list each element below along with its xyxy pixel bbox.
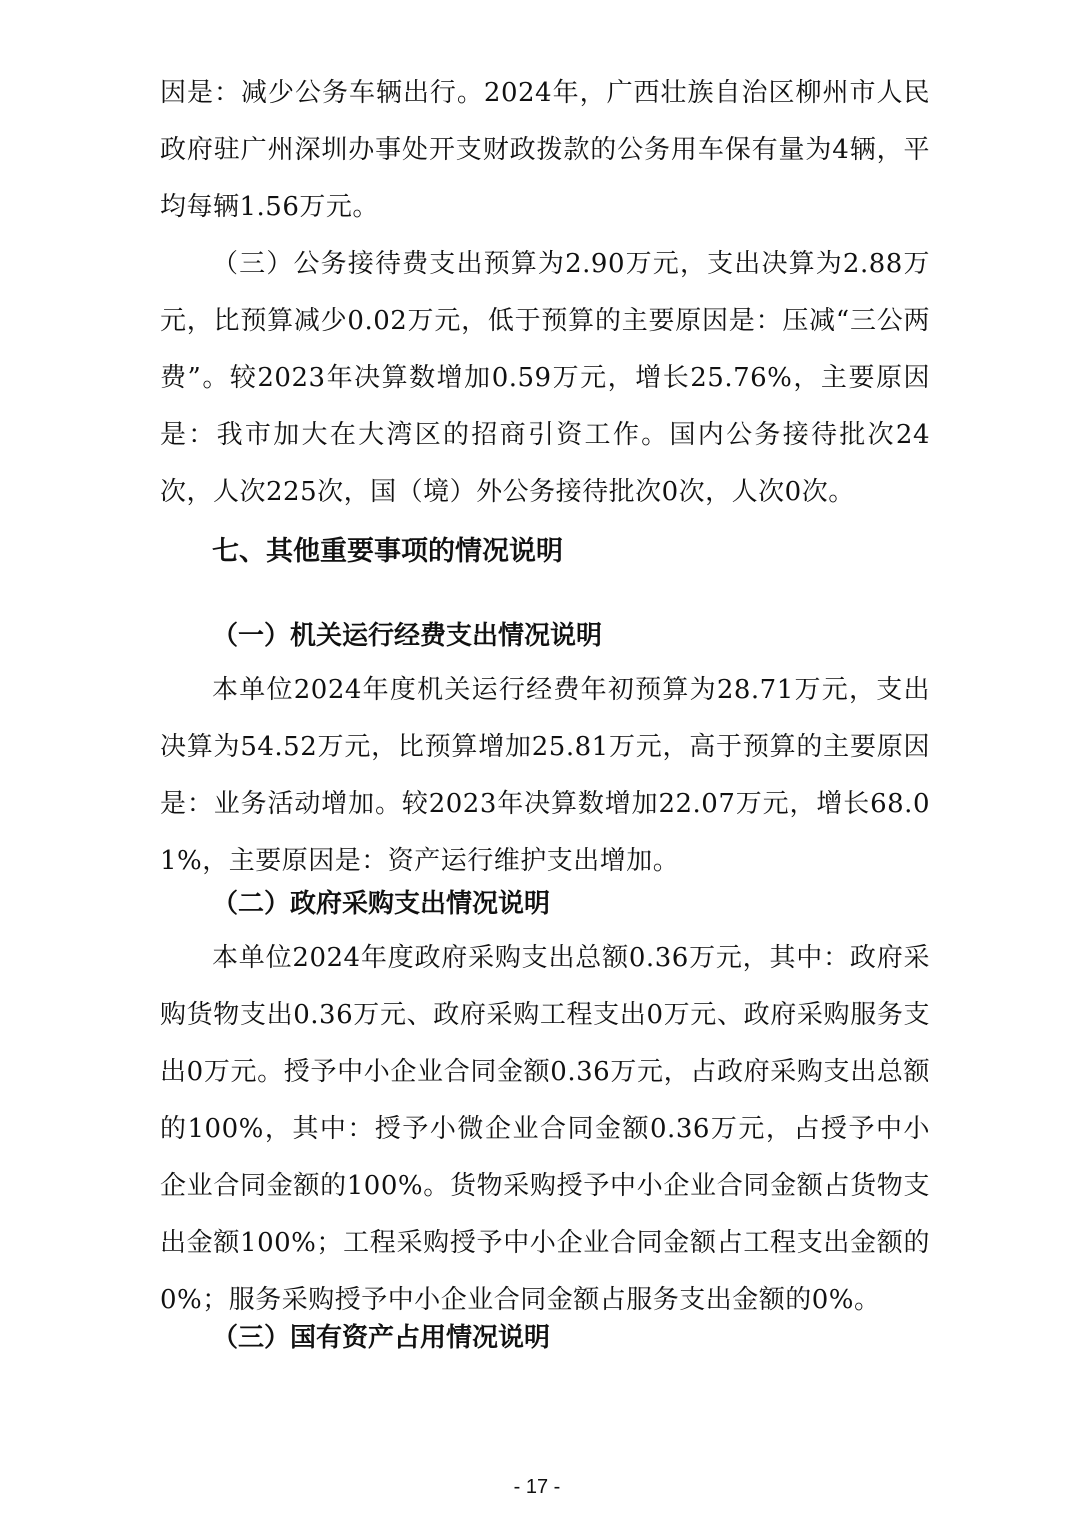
paragraph-operating-expenses: 本单位2024年度机关运行经费年初预算为28.71万元，支出决算为54.52万元，比预算增加25.81万元，高于预算的主要原因是：业务活动增加。较2023年决算数增加22.07万元，增长68.01%，主要原因是：资产运行维护支出增加。	[160, 675, 930, 876]
paragraph-procurement: 本单位2024年度政府采购支出总额0.36万元，其中：政府采购货物支出0.36万元、政府采购工程支出0万元、政府采购服务支出0万元。授予中小企业合同金额0.36万元，占政府采购支出总额的100%，其中：授予小微企业合同金额0.36万元，占授予中小企业合同金额的100%。货物采购授予中小企业合同金额占货物支出金额100%；工程采购授予中小企业合同金额占工程支出金额的0%；服务采购授予中小企业合同金额占服务支出金额的0%。	[160, 943, 930, 1315]
page-number: - 17 -	[513, 1476, 561, 1498]
paragraph-reception-expense: （三）公务接待费支出预算为2.90万元，支出决算为2.88万元，比预算减少0.02万元，低于预算的主要原因是：压减“三公两费”。较2023年决算数增加0.59万元，增长25.76%，主要原因是：我市加大在大湾区的招商引资工作。国内公务接待批次24次，人次225次，国（境）外公务接待批次0次，人次0次。	[160, 249, 930, 507]
paragraph-vehicle-summary: 因是：减少公务车辆出行。2024年，广西壮族自治区柳州市人民政府驻广州深圳办事处开支财政拨款的公务用车保有量为4辆，平均每辆1.56万元。	[160, 78, 930, 222]
subsection-title-state-assets: （三）国有资产占用情况说明	[212, 1323, 551, 1353]
section-title-other-matters: 七、其他重要事项的情况说明	[212, 536, 563, 567]
subsection-title-procurement: （二）政府采购支出情况说明	[212, 889, 551, 919]
subsection-title-operating-expenses: （一）机关运行经费支出情况说明	[212, 621, 603, 651]
